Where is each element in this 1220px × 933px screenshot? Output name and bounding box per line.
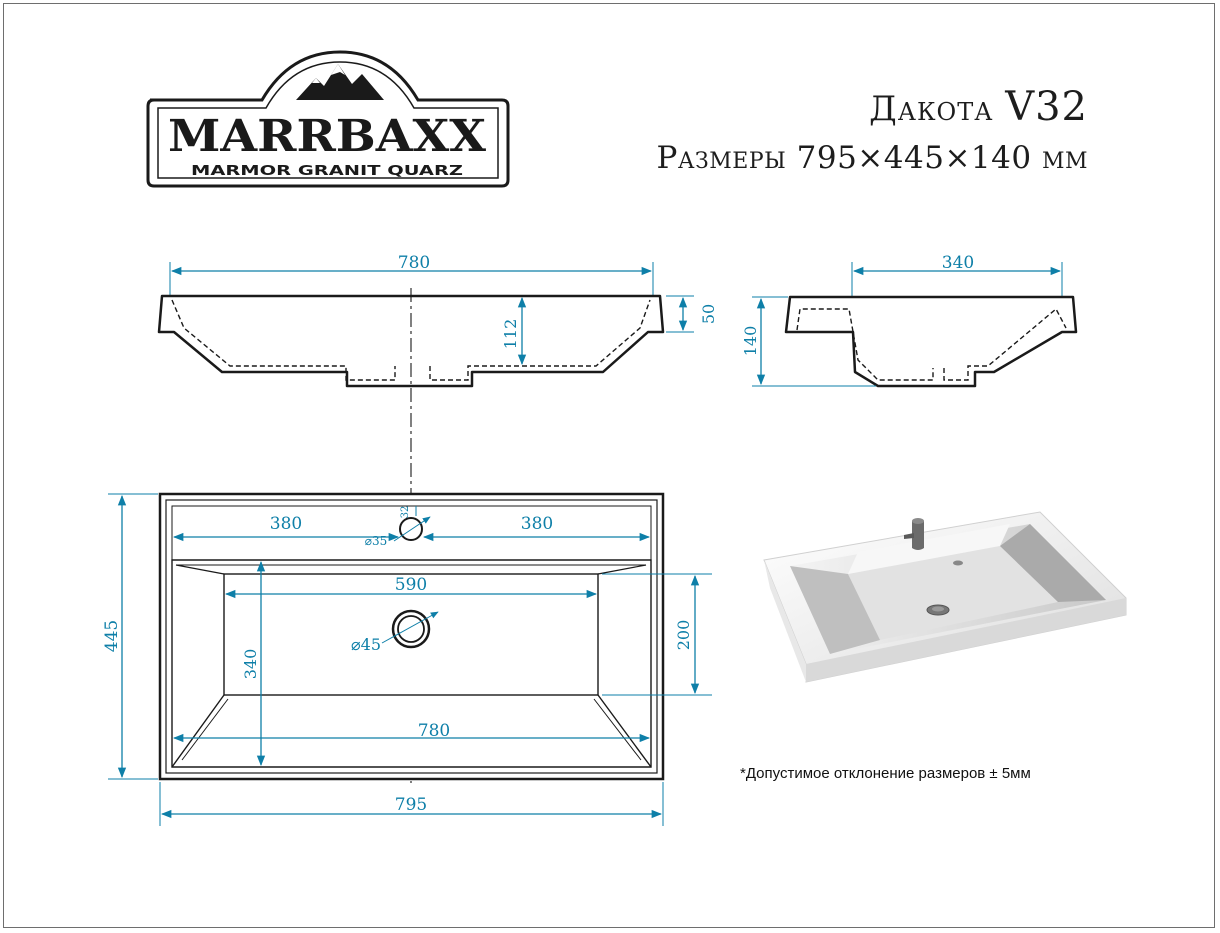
model-name: Дакота [869, 89, 994, 129]
front-section-view [159, 253, 718, 386]
right-offset-dimension: 380 [520, 514, 554, 534]
brand-tagline: MARMOR GRANIT QUARZ [191, 163, 464, 179]
inner-width-dimension: 780 [417, 721, 451, 741]
brand-name: MARRBAXX [168, 111, 487, 162]
bowl-width-dimension: 590 [394, 575, 428, 595]
tap-offset-dimension: 32 [400, 505, 411, 519]
bowl-depth-dimension: 340 [241, 648, 260, 680]
tap-hole [400, 518, 422, 540]
side-depth-dimension: 340 [941, 253, 975, 273]
drain-diameter: ⌀45 [351, 635, 381, 654]
front-rim-height-dimension: 50 [699, 303, 718, 325]
bowl-front-dimension: 200 [674, 619, 693, 651]
model-code: V32 [1005, 84, 1088, 130]
brand-logo [148, 52, 508, 186]
overall-depth-dimension: 445 [102, 619, 122, 653]
dimensions-subtitle: Размеры 795×445×140 мм [656, 140, 1088, 176]
side-section-view [741, 253, 1076, 386]
model-title [869, 84, 1088, 130]
front-depth-dimension: 112 [501, 318, 520, 350]
tap-hole-diameter: ⌀35 [364, 534, 388, 548]
front-width-dimension: 780 [397, 253, 431, 273]
side-height-dimension: 140 [741, 325, 760, 357]
top-plan-view [102, 494, 712, 826]
overall-width-dimension: 795 [394, 795, 428, 815]
sink-product-illustration [764, 512, 1126, 682]
left-offset-dimension: 380 [269, 514, 303, 534]
tolerance-note: *Допустимое отклонение размеров ± 5мм [740, 765, 1031, 782]
